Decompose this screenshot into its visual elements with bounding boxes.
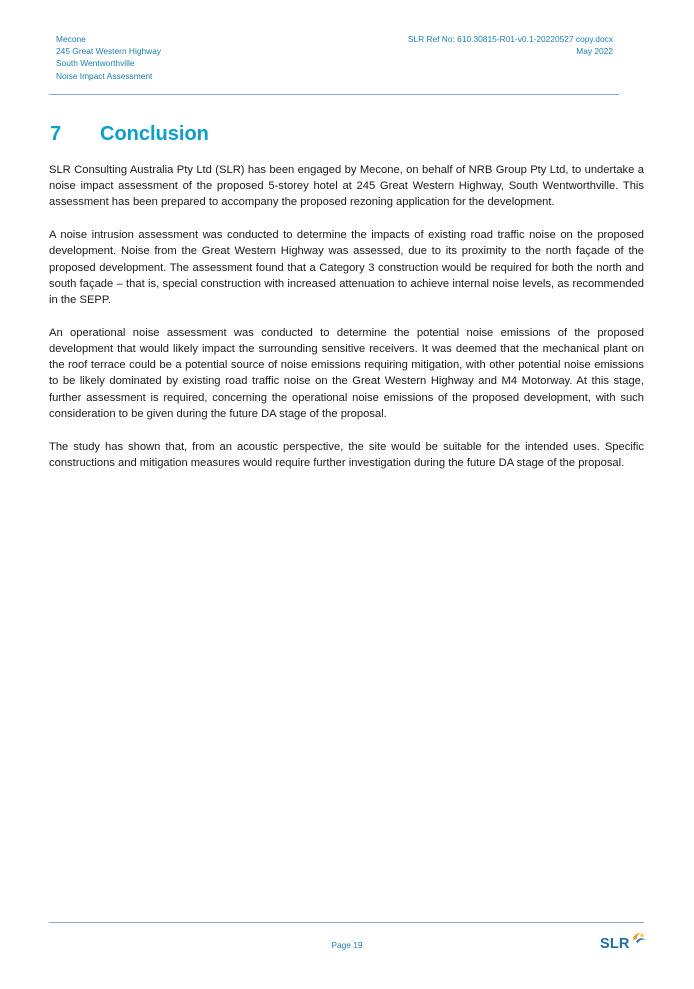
header-right <box>408 33 613 57</box>
body-text <box>49 162 644 488</box>
header-client: Mecone <box>56 34 86 44</box>
logo-wordmark: SLR <box>600 936 630 952</box>
header-date: May 2022 <box>576 46 613 57</box>
logo-swirl-icon <box>630 931 646 945</box>
footer-divider <box>49 922 644 923</box>
paragraph: An operational noise assessment was conducted to determine the potential noise emissions of the proposed development that would likely impact the surrounding sensitive receivers. It was deemed that the mechanical plant on the roof terrace could be a potential source of noise emissions requiring mitigation, with other potential noise emissions to be likely dominated by existing road traffic noise on the Great Western Highway and M4 Motorway. At this stage, further assessment is required, concerning the operational noise emissions of the proposed development, with such consideration to be given during the future DA stage of the proposal. <box>49 326 644 420</box>
header-ref: SLR Ref No: 610.30815-R01-v0.1-20220527 copy.docx <box>407 34 613 44</box>
section-number: 7 <box>50 123 62 145</box>
paragraph: SLR Consulting Australia Pty Ltd (SLR) has been engaged by Mecone, on behalf of NRB Group Pty Ltd, to undertake a noise impact assessment of the proposed 5-storey hotel at 245 Great Western Highway, South Wentworthville. This assessment has been prepared to accompany the proposed rezoning application for the development. <box>49 164 644 209</box>
header-left <box>56 33 161 82</box>
header-report-title: Noise Impact Assessment <box>56 70 153 81</box>
header-divider <box>49 94 619 95</box>
section-title: Conclusion <box>100 123 209 145</box>
paragraph: A noise intrusion assessment was conducted to determine the impacts of existing road traffic noise on the proposed development. Noise from the Great Western Highway was assessed, due to its proximity to the north façade of the proposed development. The assessment found that a Category 3 construction would be required for both the north and south façade – that is, special construction with increased attenuation to achieve internal noise levels, as recommended in the SEPP. <box>49 229 644 307</box>
section-heading <box>50 120 209 148</box>
header-address-line1: 245 Great Western Highway <box>56 46 162 57</box>
slr-logo <box>600 931 646 955</box>
page-number: Page 19 <box>331 940 363 950</box>
header-address-line2: South Wentworthville <box>56 58 135 69</box>
paragraph: The study has shown that, from an acoustic perspective, the site would be suitable for the intended uses. Specific constructions and mitigation measures would require further investigation during the future DA stage of the proposal. <box>49 440 644 469</box>
